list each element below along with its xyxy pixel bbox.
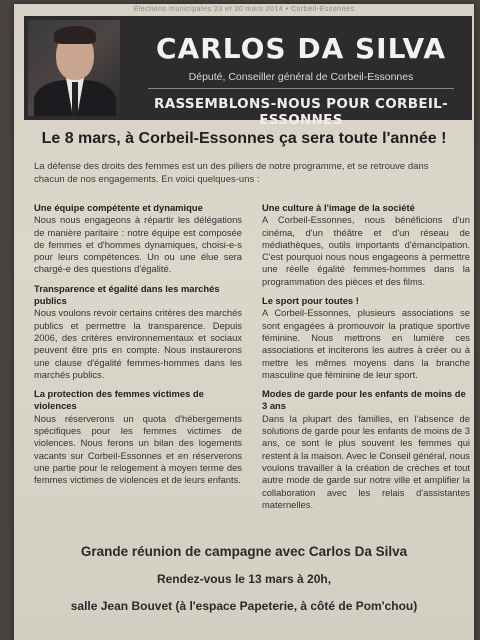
section-title: Transparence et égalité dans les marchés publics xyxy=(34,282,220,307)
meeting-venue: salle Jean Bouvet (à l'espace Papeterie, à côté de Pom'chou) xyxy=(70,599,418,613)
section-sport xyxy=(262,295,470,381)
section-title: Modes de garde pour les enfants de moins de 3 ans xyxy=(262,388,466,412)
page-headline: Le 8 mars, à Corbeil-Essonnes ça sera toute l'année ! xyxy=(41,130,447,147)
campaign-slogan: RASSEMBLONS-NOUS POUR CORBEIL-ESSONNES xyxy=(154,96,448,128)
meeting-title: Grande réunion de campagne avec Carlos Da Silva xyxy=(80,544,408,559)
section-modes-de-garde xyxy=(262,388,470,511)
left-column xyxy=(34,202,242,494)
section-title: La protection des femmes victimes de violences xyxy=(34,388,204,412)
section-equipe xyxy=(34,202,242,276)
candidate-name: CARLOS DA SILVA xyxy=(155,32,446,65)
section-title: Une culture à l'image de la société xyxy=(262,202,415,213)
intro-paragraph: La défense des droits des femmes est un des piliers de notre programme, et se retrouve dans chacun de nos engagements. En voici quelques-uns : xyxy=(34,161,429,185)
flyer-page xyxy=(14,4,474,640)
section-title: Le sport pour toutes ! xyxy=(262,295,359,307)
section-marches-publics xyxy=(34,283,242,381)
section-violences xyxy=(34,388,242,486)
section-body: A Corbeil-Essonnes, plusieurs associations se sont engagées à promouvoir la pratique sportive féminine. Nous mettrons en lumière ces associations et inciterons les autres à créer ou à mettre les mêmes moyens dans la branche masculine que féminine de leur sport. xyxy=(262,307,470,380)
section-body: Nous réserverons un quota d'hébergements spécifiques pour les femmes victimes de violences. Nous ferons un bilan des logements vacants sur Corbeil-Essonnes et en réserverons une partie pour le relogement à moyen terme des femmes victimes de violences et de leurs enfants. xyxy=(34,412,242,486)
right-column xyxy=(262,202,470,518)
section-body: Nous nous engageons à répartir les délégations de manière paritaire : notre équipe est composée de femmes et d'hommes dynamiques, choisi-e-s pour leurs compétences. Un ou une élue sera chargé-e des questions d'égalité. xyxy=(34,214,242,275)
section-culture xyxy=(262,202,470,288)
candidate-subtitle: Député, Conseiller général de Corbeil-Essonnes xyxy=(188,71,414,83)
banner-divider xyxy=(148,88,454,89)
meeting-date: Rendez-vous le 13 mars à 20h, xyxy=(156,572,332,586)
section-body: Nous voulons revoir certains critères des marchés publics et permettre la transparence. Depuis 2006, des critères environnementaux et sociaux peuvent être pris en compte. Nous instaurerons une clause d'égalité femmes-hommes dans les marchés publics. xyxy=(34,307,242,380)
section-body: Dans la plupart des familles, en l'absence de solutions de garde pour les enfants de moins de 3 ans, ce sont le plus souvent les femmes qui restent à la maison. Avec le Conseil général, nous voulons travailler à la création de crèches et tout autre mode de garde sur notre ville et amplifier la collaboration avec les relais d'assistantes maternelles. xyxy=(262,412,470,510)
header-banner xyxy=(24,16,472,128)
section-body: A Corbeil-Essonnes, nous bénéficions d'un cinéma, d'un théâtre et d'un réseau de médiathèques, outils importants d'émancipation. C'est pourquoi nous nous engageons à permettre une réelle égalité femmes-hommes dans la programmation des pièces et des films. xyxy=(262,214,470,287)
election-note: Élections municipales 23 et 30 mars 2014 • Corbeil-Essonnes xyxy=(133,6,355,13)
candidate-photo xyxy=(28,20,120,116)
section-title: Une équipe compétente et dynamique xyxy=(34,202,203,213)
